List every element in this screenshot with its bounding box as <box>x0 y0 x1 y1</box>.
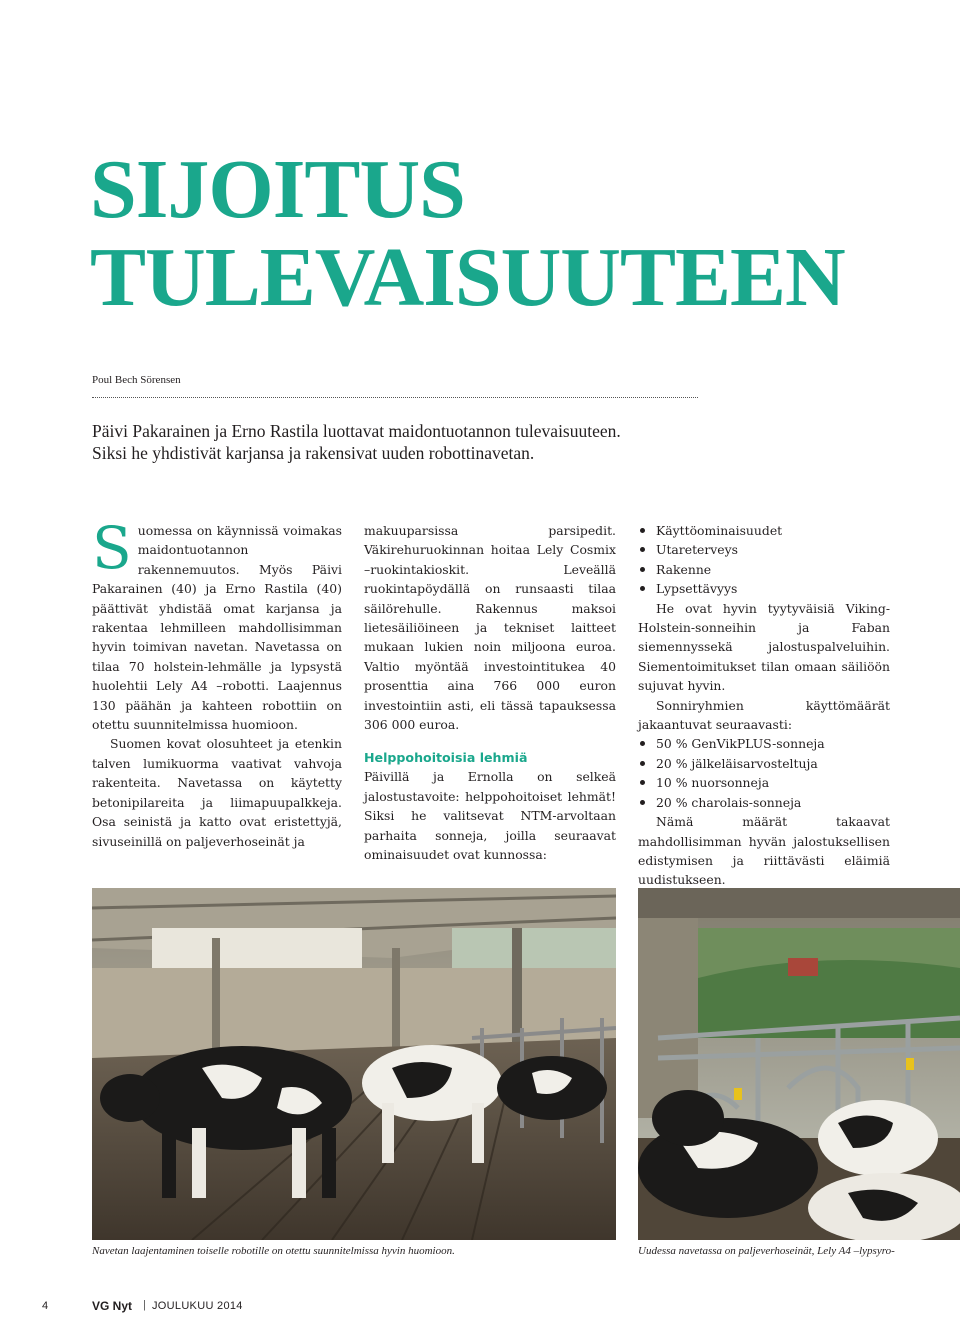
magazine-name: VG Nyt <box>92 1299 133 1313</box>
page-number: 4 <box>42 1300 49 1312</box>
issue-date: JOULUKUU 2014 <box>152 1300 243 1312</box>
footer-separator: | <box>143 1299 146 1311</box>
article-title <box>90 143 845 324</box>
col3-paragraph-3: Nämä määrät takaavat mahdollisimman hyvän jalostuksellisen edistymisen ja riittävästi eläimiä uudistukseen. <box>638 814 890 888</box>
list-item: 20 % jälkeläisarvosteltuja <box>638 754 890 773</box>
list-item: 10 % nuorsonneja <box>638 773 890 792</box>
column-1 <box>92 514 342 851</box>
title-line-2: TULEVAISUUTEEN <box>90 231 845 324</box>
barn-interior-photo <box>92 888 616 1240</box>
column-3 <box>638 521 890 890</box>
list-item: Käyttöominaisuudet <box>638 521 890 540</box>
dotted-divider <box>92 397 698 398</box>
list-item: Utareterveys <box>638 540 890 559</box>
col3-paragraph-1: He ovat hyvin tyytyväisiä Viking-Holstein-sonneihin ja Faban siemennyssekä jalostuspalveluihin. Siementoimitukset tilan omaan säiliöön sujuvat hyvin. <box>638 600 890 694</box>
barn-stalls-photo <box>638 888 960 1240</box>
list-item: 50 % GenVikPLUS-sonneja <box>638 734 890 753</box>
title-line-1: SIJOITUS <box>90 143 465 236</box>
byline: Poul Bech Sörensen <box>92 374 181 386</box>
column-2 <box>364 521 616 865</box>
photo-caption-1: Navetan laajentaminen toiselle robotille on otettu suunnitelmissa hyvin huomioon. <box>92 1245 455 1257</box>
col1-paragraph-1 <box>92 514 342 734</box>
drop-cap: S <box>92 514 132 582</box>
lead-line-1: Päivi Pakarainen ja Erno Rastila luottavat maidontuotannon tulevaisuuteen. <box>92 421 621 441</box>
lead-paragraph <box>92 420 732 464</box>
col2-paragraph-1: makuuparsissa parsipedit. Väkirehuruokinnan hoitaa Lely Cosmix –ruokintakioskit. Leveällä ruokintapöydällä on runsaasti tilaa säilörehulle. Rakennus maksoi lietesäiliöineen ja tekniset laitteet mukaan lukien noin miljoona euroa. Valtio myöntää investointitukea 40 prosenttia aina 766 000 euron investointiin asti, eli tässä tapauksessa 306 000 euroa. <box>364 523 616 733</box>
section-subheading: Helppohoitoisia lehmiä <box>364 750 528 766</box>
traits-list <box>638 521 890 599</box>
list-item: 20 % charolais-sonneja <box>638 793 890 812</box>
col1-paragraph-1-text: uomessa on käynnissä voimakas maidontuotannon rakennemuutos. Myös Päivi Pakarainen (40) ja Erno Rastila (40) päättivät yhdistää omat karjansa ja rakentaa lehmilleen mahdollisimman hyvin toimivan navetan. Navetassa on tilaa 70 holstein-lehmälle ja lypsystä huolehtii Lely A4 –robotti. Laajennus 130 päähän ja kahteen robottiin on otettu suunnitelmissa huomioon. <box>92 523 342 733</box>
photo-caption-2: Uudessa navetassa on paljeverhoseinät, Lely A4 –lypsyro- <box>638 1245 895 1257</box>
lead-line-2: Siksi he yhdistivät karjansa ja rakensivat uuden robottinavetan. <box>92 443 535 463</box>
col3-paragraph-2: Sonniryhmien käyttömäärät jakaantuvat seuraavasti: <box>638 697 890 733</box>
list-item: Lypsettävyys <box>638 579 890 598</box>
col2-paragraph-2: Päivillä ja Ernolla on selkeä jalostustavoite: helppohoitoiset lehmät! Siksi he valitsevat NTM-arvoltaan parhaita sonneja, joilla seuraavat ominaisuudet ovat kunnossa: <box>364 769 616 863</box>
list-item: Rakenne <box>638 560 890 579</box>
bull-usage-list <box>638 734 890 812</box>
col1-paragraph-2: Suomen kovat olosuhteet ja etenkin talven lumikuorma vaativat vahvoja rakenteita. Navetassa on käytetty betonipilareita ja liimapuupalkkeja. Osa seinistä ja katto ovat eristettyjä, sivuseinillä on paljeverhoseinät ja <box>92 736 342 849</box>
